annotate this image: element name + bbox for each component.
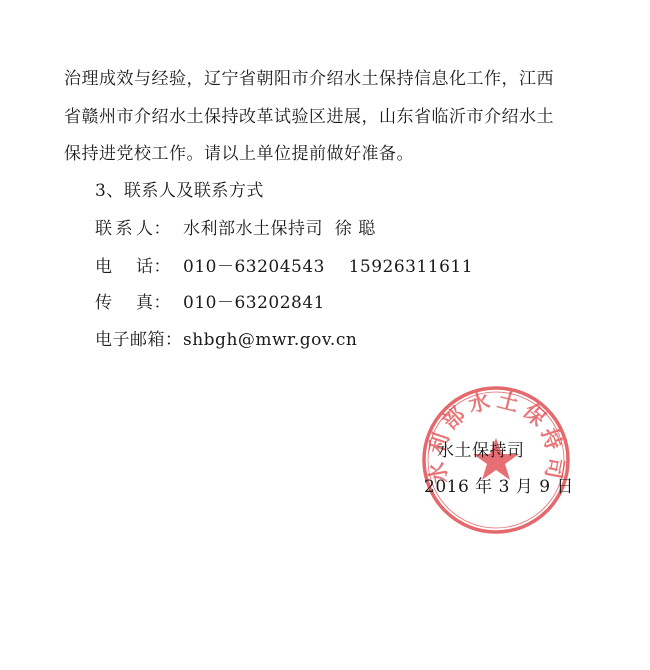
fax-label: 传 真： xyxy=(95,293,171,313)
seal-text: 水利部水土保持司 xyxy=(422,386,570,486)
email-label: 电子邮箱： xyxy=(95,330,183,350)
phone-row xyxy=(95,256,473,278)
signature-date: 2016 年 3 月 9 日 xyxy=(424,477,574,497)
body-line-2: 省赣州市介绍水土保持改革试验区进展，山东省临沂市介绍水土 xyxy=(64,107,554,127)
section-heading-contact: 3、联系人及联系方式 xyxy=(95,181,264,201)
phone-value: 010－63204543 15926311611 xyxy=(183,257,474,277)
email-row xyxy=(95,329,357,351)
phone-label: 电 话： xyxy=(95,257,171,277)
signature-org: 水土保持司 xyxy=(437,441,525,461)
contact-person-row xyxy=(95,218,376,240)
contact-person-value: 水利部水土保持司 徐 聪 xyxy=(183,219,376,239)
fax-value: 010－63202841 xyxy=(183,293,325,313)
body-line-3: 保持进党校工作。请以上单位提前做好准备。 xyxy=(64,144,414,164)
body-line-1: 治理成效与经验，辽宁省朝阳市介绍水土保持信息化工作，江西 xyxy=(64,69,554,89)
contact-person-label: 联 系 人： xyxy=(95,219,171,239)
fax-row xyxy=(95,292,325,314)
email-value: shbgh@mwr.gov.cn xyxy=(183,330,358,350)
